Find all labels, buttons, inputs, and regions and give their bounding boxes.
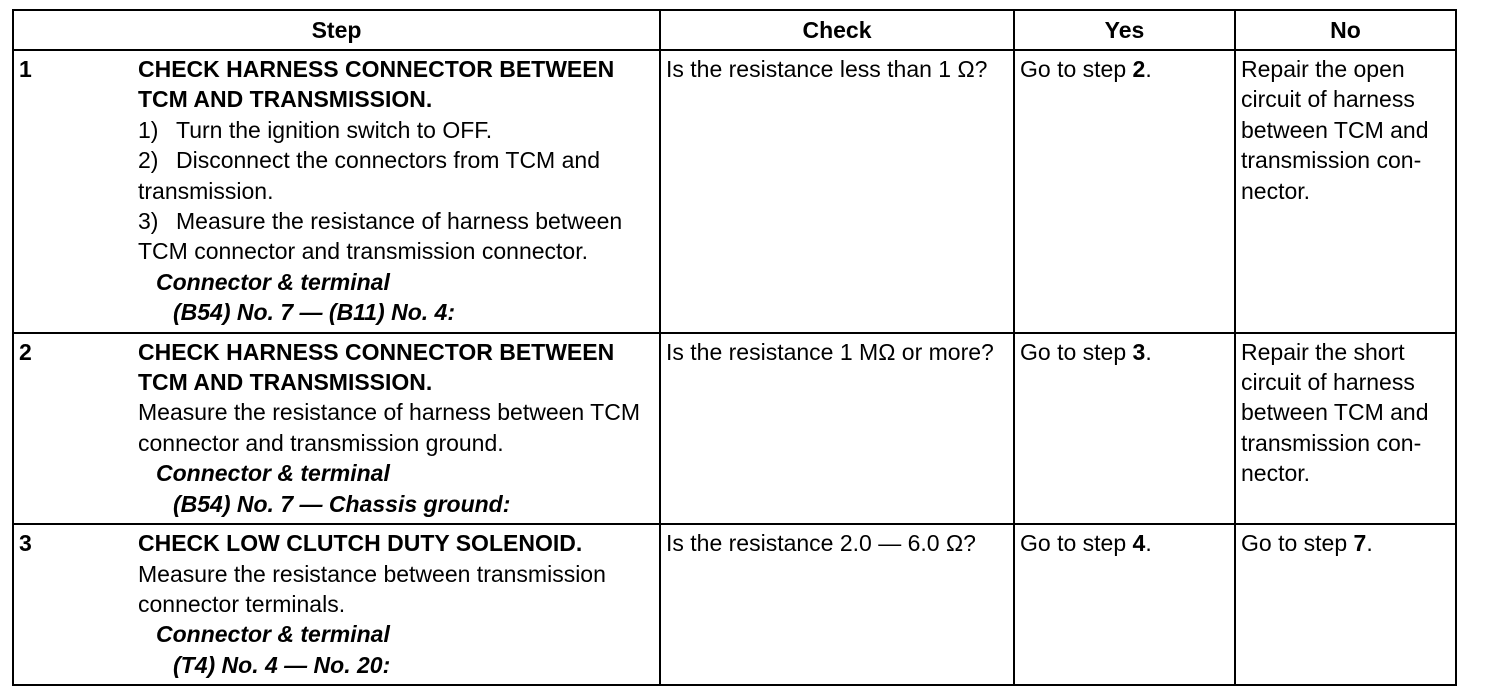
step-title-line: CHECK HARNESS CONNECTOR BETWEEN — [138, 338, 615, 365]
yes-step-number: 2 — [1132, 56, 1146, 82]
instruction-item — [138, 145, 654, 206]
no-cell: Repair the open circuit of harness between TCM and transmission con-nector. — [1235, 50, 1456, 333]
yes-cell — [1014, 333, 1235, 524]
no-suffix: . — [1366, 530, 1373, 557]
header-check: Check — [660, 10, 1014, 50]
connector-value: (B54) No. 7 — Chassis ground: — [173, 490, 511, 517]
yes-prefix: Go to step — [1020, 56, 1133, 82]
yes-prefix: Go to step — [1020, 338, 1133, 365]
connector-value: (T4) No. 4 — No. 20: — [173, 651, 391, 678]
check-cell: Is the resistance 2.0 — 6.0 Ω? — [660, 524, 1014, 685]
instruction-text: Measure the resistance of harness between TCM connector and transmission connector. — [138, 208, 623, 265]
step-description: Measure the resistance between transmission connector terminals. — [138, 560, 606, 617]
check-cell: Is the resistance 1 MΩ or more? — [660, 333, 1014, 524]
step-title — [138, 54, 654, 115]
no-step-number: 7 — [1353, 530, 1367, 557]
connector-value: (B54) No. 7 — (B11) No. 4: — [173, 299, 455, 326]
header-no: No — [1235, 10, 1456, 50]
table-header-row — [13, 10, 1456, 50]
step-cell — [13, 333, 660, 524]
header-yes: Yes — [1014, 10, 1235, 50]
table-row — [13, 333, 1456, 524]
yes-suffix: . — [1145, 338, 1152, 365]
instruction-item — [138, 206, 654, 267]
step-number: 3 — [19, 530, 32, 557]
instruction-text: Turn the ignition switch to OFF. — [176, 116, 493, 143]
no-cell — [1235, 524, 1456, 685]
instruction-number: 1) — [138, 116, 159, 143]
yes-suffix: . — [1145, 56, 1152, 82]
step-cell — [13, 50, 660, 333]
step-number: 2 — [19, 338, 32, 365]
connector-label: Connector & terminal — [156, 460, 390, 487]
step-number: 1 — [19, 56, 32, 82]
yes-step-number: 3 — [1132, 338, 1146, 365]
yes-cell — [1014, 50, 1235, 333]
step-cell — [13, 524, 660, 685]
connector-label: Connector & terminal — [156, 268, 390, 295]
instruction-item — [138, 115, 654, 145]
yes-cell — [1014, 524, 1235, 685]
step-title — [138, 337, 654, 398]
instruction-number: 3) — [138, 208, 159, 235]
table-row — [13, 524, 1456, 685]
step-body — [138, 54, 654, 328]
step-description: Measure the resistance of harness between TCM connector and transmission ground. — [138, 399, 640, 456]
check-cell: Is the resistance less than 1 Ω? — [660, 50, 1014, 333]
yes-suffix: . — [1145, 530, 1152, 557]
instruction-text: Disconnect the connectors from TCM and transmission. — [138, 147, 600, 204]
step-title-line: CHECK LOW CLUTCH DUTY SOLENOID. — [138, 530, 583, 557]
step-title-line: TCM AND TRANSMISSION. — [138, 86, 433, 113]
step-title-line: TCM AND TRANSMISSION. — [138, 369, 433, 396]
header-step: Step — [13, 10, 660, 50]
step-body — [138, 337, 654, 519]
instruction-number: 2) — [138, 147, 159, 174]
no-cell: Repair the short circuit of harness between TCM and transmission con-nector. — [1235, 333, 1456, 524]
yes-prefix: Go to step — [1020, 530, 1133, 557]
diagnostic-procedure-table — [12, 9, 1457, 686]
table-row — [13, 50, 1456, 333]
step-title-line: CHECK HARNESS CONNECTOR BETWEEN — [138, 56, 615, 82]
no-prefix: Go to step — [1241, 530, 1354, 557]
yes-step-number: 4 — [1132, 530, 1146, 557]
step-body — [138, 528, 654, 680]
connector-label: Connector & terminal — [156, 621, 390, 648]
step-title — [138, 528, 654, 558]
